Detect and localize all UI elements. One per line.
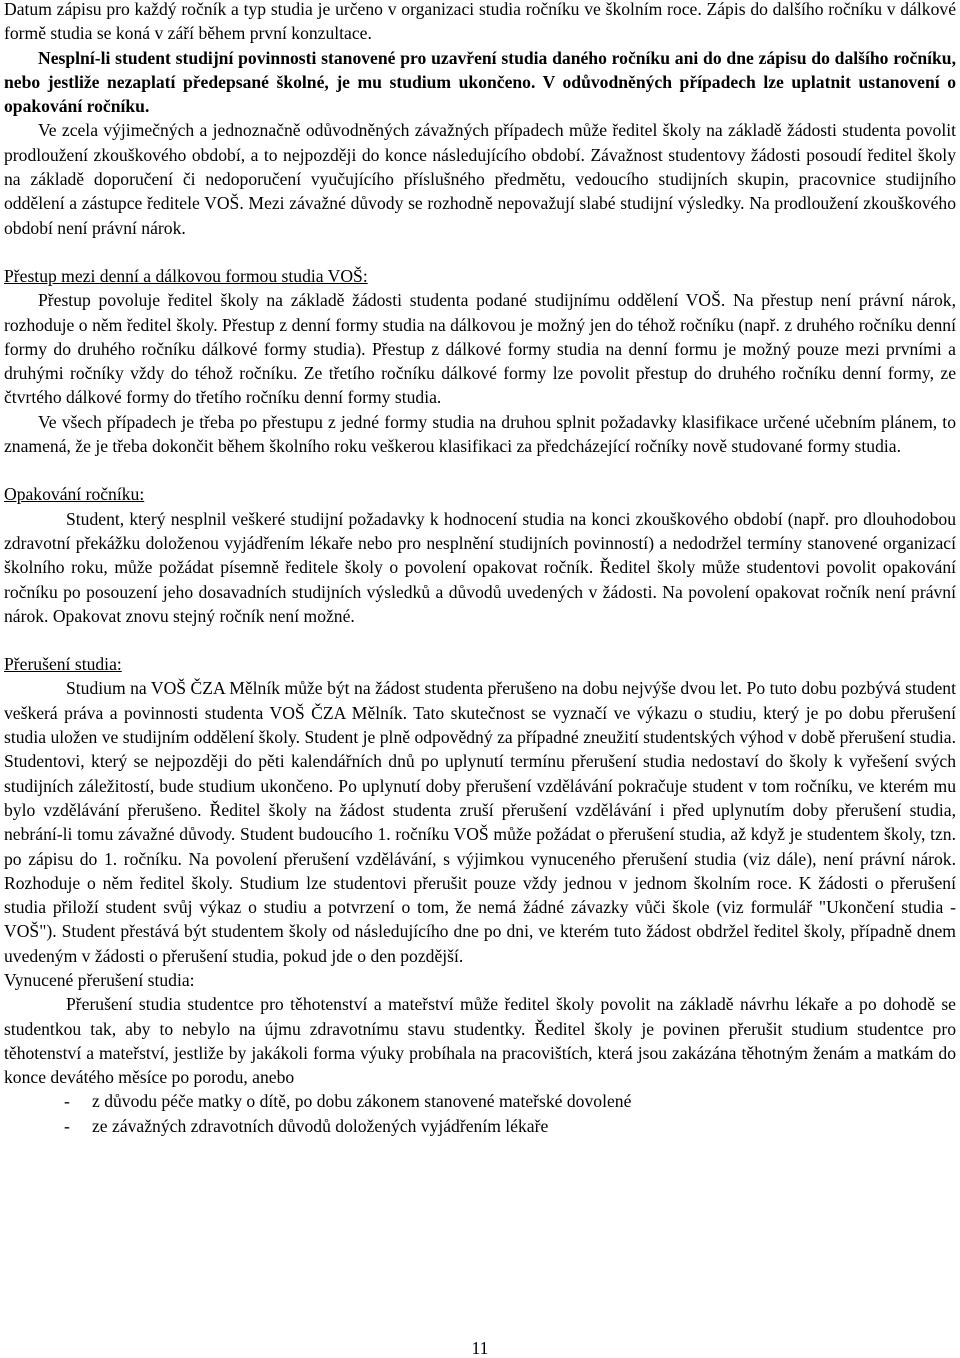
opakovani-paragraph: Student, který nesplnil veškeré studijní požadavky k hodnocení studia na konci zkouškového období (např. pro dlouhodobou zdravotní překážku doloženou vyjádřením lékaře nebo pro nesplnění studijních povinností) a nedodržel termíny stanovené organizací školního roku, může požádat písemně ředitele školy o povolení opakovat ročník. Ředitel školy může studentovi povolit opakování ročníku po posouzení jeho dosavadních studijních výsledků a důvodů uvedených v žádosti. Na povolení opakovat ročník není právní nárok. Opakovat znovu stejný ročník není možné. (4, 508, 956, 626)
preruseni-paragraph: Studium na VOŠ ČZA Mělník může být na žádost studenta přerušeno na dobu nejvýše dvou let. Po tuto dobu pozbývá student veškerá práva a povinnosti studenta VOŠ ČZA Mělník. Tato skutečnost se vyznačí ve výkazu o studiu, který je po dobu přerušení studia uložen ve studijním oddělení školy. Student je plně odpovědný za případné zneužití studentských výhod v době přerušení studia. Studentovi, který se nejpozději do pěti kalendářních dnů po uplynutí termínu přerušení studia nedostaví do školy k vyřešení svých studijních záležitostí, bude studium ukončeno. Po uplynutí doby přerušení vzdělávání pokračuje student v tom ročníku, ve kterém mu bylo vzdělávání přerušeno. Ředitel školy na žádost studenta zruší přerušení vzdělávání i před uplynutím doby přerušení studia, nebrání-li tomu závažné důvody. Student budoucího 1. ročníku VOŠ může požádat o přerušení studia, až když je studentem školy, tzn. po zápisu do 1. ročníku. Na povolení přerušení vzdělávání, s výjimkou vynuceného přerušení studia (viz dále), není právní nárok. Rozhoduje o něm ředitel školy. Studium lze studentovi přerušit pouze vždy jednou v jednom školním roce. K žádosti o přerušení studia přiloží student svůj výkaz o studiu a potvrzení o tom, že nemá žádné závazky vůči škole (viz formulář "Ukončení studia - VOŠ"). Student přestává být studentem školy od následujícího dne po dni, ve kterém tuto žádost obdržel ředitel školy, případně dnem uvedeným v žádosti o přerušení studia, pokud jde o den pozdější. (4, 678, 956, 966)
intro-paragraph-enrollment: Datum zápisu pro každý ročník a typ studia je určeno v organizaci studia ročníku ve školním roce. Zápis do dalšího ročníku v dálkové formě studia se koná v září během první konzultace. (4, 0, 956, 44)
prestup-paragraph-1: Přestup povoluje ředitel školy na základě žádosti studenta podané studijnímu oddělení VOŠ. Na přestup není právní nárok, rozhoduje o něm ředitel školy. Přestup z denní formy studia na dálkovou je možný jen do téhož ročníku (např. z druhého ročníku denní formy do druhého ročníku dálkové formy studia). Přestup z dálkové formy studia na denní formu je možný pouze mezi prvními a druhými ročníky vždy do téhož ročníku. Ze třetího ročníku dálkové formy lze povolit přestup do druhého ročníku denní formy, ze čtvrtého dálkové formy do třetího ročníku denní formy studia. (4, 290, 956, 408)
section-heading-prestup: Přestup mezi denní a dálkovou formou studia VOŠ: (4, 265, 368, 286)
intro-paragraph-termination: Nesplní-li student studijní povinnosti stanovené pro uzavření studia daného ročníku ani do dne zápisu do dalšího ročníku, nebo jestliže nezaplatí předepsané školné, je mu studium ukončeno. V odůvodněných případech lze uplatnit ustanovení o opakování ročníku. (4, 47, 956, 117)
prestup-paragraph-2: Ve všech případech je třeba po přestupu z jedné formy studia na druhou splnit požadavky klasifikace určené učebním plánem, to znamená, že je třeba dokončit během školního roku veškerou klasifikaci za předcházející ročníky nově studované formy studia. (4, 411, 956, 457)
vynucene-list (4, 1089, 956, 1138)
vynucene-paragraph: Přerušení studia studentce pro těhotenství a mateřství může ředitel školy povolit na základě návrhu lékaře a po dohodě se studentkou tak, aby to nebylo na újmu zdravotnímu stavu studentky. Ředitel školy je povinen přerušit studium studentce pro těhotenství a mateřství, jestliže by jakákoli forma výuky probíhala na pracovištích, která jsou zakázána těhotným ženám a matkám do konce devátého měsíce po porodu, anebo (4, 994, 956, 1088)
section-heading-opakovani: Opakování ročníku: (4, 484, 145, 505)
intro-paragraph-extension: Ve zcela výjimečných a jednoznačně odůvodněných závažných případech může ředitel školy na základě žádosti studenta povolit prodloužení zkouškového období, a to nejpozději do konce následujícího období. Závažnost studentovy žádosti posoudí ředitel školy na základě doporučení či nedoporučení vyučujícího příslušného předmětu, vedoucího studijních skupin, pracovnice studijního oddělení a zástupce ředitele VOŠ. Mezi závažné důvody se rozhodně nepovažují slabé studijní výsledky. Na prodloužení zkouškového období není právní nárok. (4, 120, 956, 238)
section-heading-vynucene: Vynucené přerušení studia: (4, 969, 195, 990)
list-item: - z důvodu péče matky o dítě, po dobu zákonem stanovené mateřské dovolené (64, 1091, 632, 1112)
document-page (4, 0, 956, 1138)
page-number: 11 (471, 1338, 489, 1358)
section-heading-preruseni: Přerušení studia: (4, 654, 122, 675)
list-item: - ze závažných zdravotních důvodů doložených vyjádřením lékaře (64, 1115, 549, 1136)
